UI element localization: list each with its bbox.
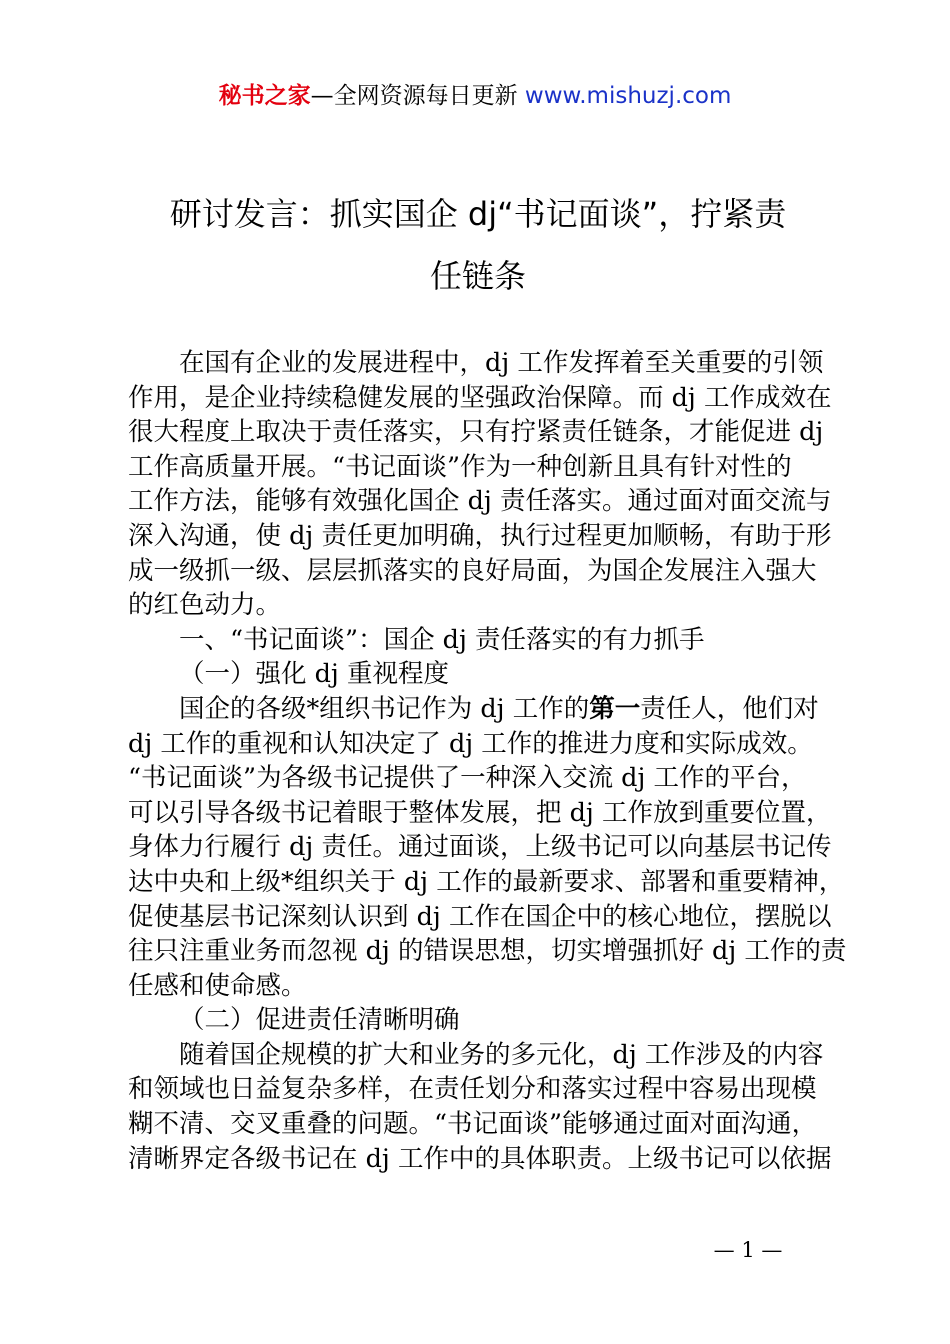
- text-line: 工作高质量开展。“书记面谈”作为一种创新且具有针对性的: [128, 451, 792, 482]
- paragraph-section-2: [128, 1038, 832, 1176]
- text-line: 工作方法，能够有效强化国企 dj 责任落实。通过面对面交流与: [128, 486, 832, 517]
- document-title: [120, 183, 836, 307]
- brand-name: 秘书之家: [218, 83, 311, 109]
- text-line: 和领域也日益复杂多样，在责任划分和落实过程中容易出现模: [128, 1074, 817, 1105]
- text-line: 身体力行履行 dj 责任。通过面谈，上级书记可以向基层书记传: [128, 832, 832, 863]
- header-slogan: —全网资源每日更新: [310, 83, 525, 109]
- document-body: [128, 346, 847, 1176]
- title-line-1: 研讨发言：抓实国企 dj“书记面谈”，拧紧责: [169, 195, 787, 233]
- text-line: 的红色动力。: [128, 590, 282, 621]
- text-line: [128, 692, 832, 727]
- subheading-2: （二）促进责任清晰明确: [179, 1005, 460, 1036]
- paragraph-section-1: [128, 692, 847, 1003]
- text-line: 深入沟通，使 dj 责任更加明确，执行过程更加顺畅，有助于形: [128, 520, 832, 551]
- text-line: 在国有企业的发展进程中，dj 工作发挥着至关重要的引领: [179, 348, 824, 378]
- text-line: 糊不清、交叉重叠的问题。“书记面谈”能够通过面对面沟通，: [128, 1109, 818, 1140]
- text-line: 可以引导各级书记着眼于整体发展，把 dj 工作放到重要位置，: [128, 797, 832, 828]
- text-line: “书记面谈”为各级书记提供了一种深入交流 dj 工作的平台，: [128, 763, 807, 794]
- text-segment: 国企的各级*组织书记作为 dj 工作的: [179, 693, 590, 724]
- text-line: dj 工作的重视和认知决定了 dj 工作的推进力度和实际成效。: [128, 728, 813, 759]
- site-header: [0, 80, 950, 112]
- text-line: 作用，是企业持续稳健发展的坚强政治保障。而 dj 工作成效在: [128, 382, 832, 413]
- text-line: 清晰界定各级书记在 dj 工作中的具体职责。上级书记可以依据: [128, 1143, 832, 1174]
- title-line-2: 任链条: [429, 257, 526, 295]
- subheading-1: （一）强化 dj 重视程度: [179, 659, 449, 690]
- text-line: 达中央和上级*组织关于 dj 工作的最新要求、部署和重要精神，: [128, 866, 845, 897]
- text-line: 往只注重业务而忽视 dj 的错误思想，切实增强抓好 dj 工作的责: [128, 936, 847, 967]
- text-segment: 责任人，他们对: [640, 693, 819, 724]
- website-link[interactable]: www.mishuzj.com: [524, 83, 732, 109]
- text-line: 促使基层书记深刻认识到 dj 工作在国企中的核心地位，摆脱以: [128, 901, 832, 932]
- page-number: — 1 —: [713, 1238, 783, 1262]
- text-line: 成一级抓一级、层层抓落实的良好局面，为国企发展注入强大: [128, 555, 817, 586]
- text-line: 很大程度上取决于责任落实，只有拧紧责任链条，才能促进 dj: [128, 417, 824, 448]
- paragraph-intro: [128, 346, 832, 623]
- section-heading-1: 一、“书记面谈”：国企 dj 责任落实的有力抓手: [179, 624, 705, 655]
- bold-text: 第一: [589, 693, 641, 724]
- text-line: 随着国企规模的扩大和业务的多元化，dj 工作涉及的内容: [179, 1039, 824, 1070]
- text-line: 任感和使命感。: [128, 970, 307, 1001]
